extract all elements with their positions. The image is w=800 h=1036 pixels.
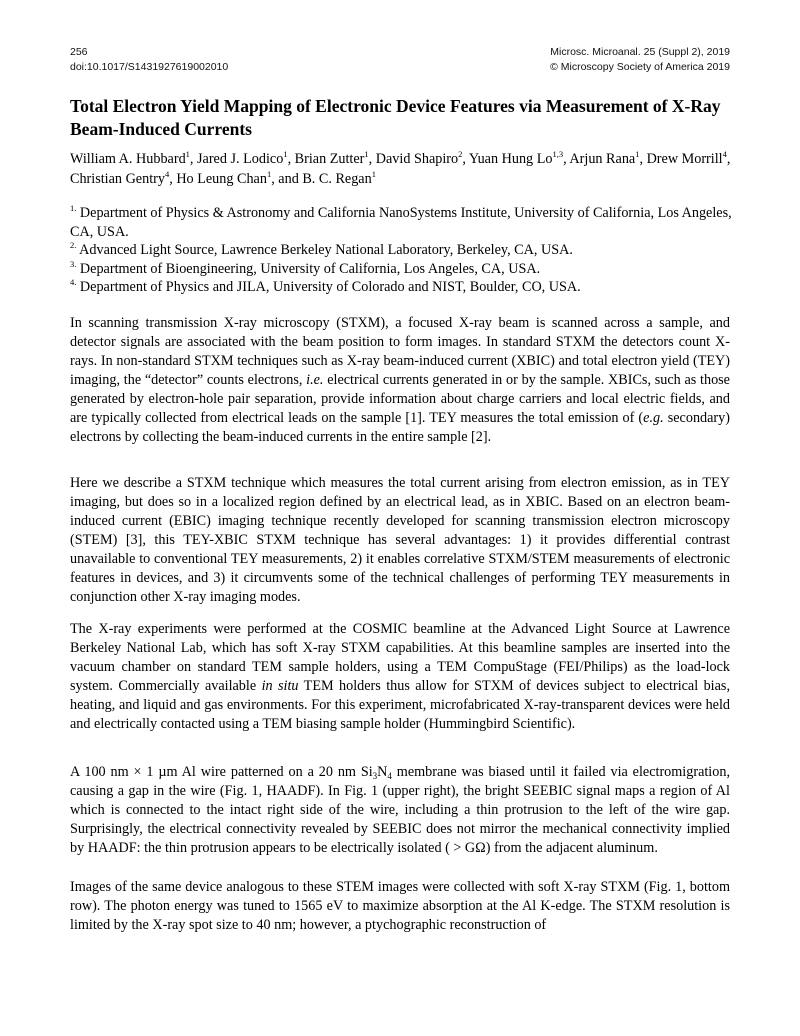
paper-title: Total Electron Yield Mapping of Electronic Device Features via Measurement of X-Ray Beam-Induced Currents: [70, 96, 721, 139]
affiliation-mark: 1: [364, 149, 369, 159]
journal-citation: Microsc. Microanal. 25 (Suppl 2), 2019: [550, 46, 730, 58]
author: David Shapiro$^2$: [375, 149, 463, 167]
affiliation-item: $^{1.}$ Department of Physics & Astronomy and California NanoSystems Institute, University of California, Los Angeles, CA, USA.: [70, 203, 732, 240]
affiliation-mark: 1: [283, 149, 288, 159]
affiliation-mark: 1: [371, 169, 376, 179]
paragraph-al-wire: A 100 nm × 1 µm Al wire patterned on a 20 nm $Si_3N_4$ membrane was biased until it failed via electromigration, causing a gap in the wire (Fig. 1, HAADF). In Fig. 1 (upper right), the bright SEEBIC signal maps a region of Al which is connected to the intact right side of the wire, including a thin protrusion to the left of the wire gap. Surprisingly, the electrical connectivity revealed by SEEBIC does not mirror the mechanical connectivity implied by HAADF: the thin protrusion appears to be electrically isolated ( > GΩ) from the adjacent aluminum.: [70, 764, 730, 856]
copyright-notice: © Microscopy Society of America 2019: [550, 61, 730, 73]
paragraph-intro: In scanning transmission X-ray microscopy (STXM), a focused X-ray beam is scanned across a sample, and detector signals are associated with the beam position to form images. In standard STXM the detectors count X-rays. In non-standard STXM techniques such as X-ray beam-induced current (XBIC) and total electron yield (TEY) imaging, the “detector” counts electrons, i.e. electrical currents generated in or by the sample. XBICs, such as those generated by electron-hole pair separation, provide information about charge carriers and local electric fields, and are typically collected from electrical leads on the sample [1]. TEY measures the total emission of (e.g. secondary) electrons by collecting the beam-induced currents in the entire sample [2].: [70, 315, 730, 445]
affiliation-mark: 1: [266, 169, 272, 179]
affiliation-mark: 1: [635, 149, 640, 159]
author: Ho Leung Chan$^1$: [176, 169, 272, 187]
author: Jared J. Lodico$^1$: [197, 149, 288, 167]
header-left: [70, 45, 228, 75]
paragraph-experiment: The X-ray experiments were performed at the COSMIC beamline at the Advanced Light Source at Lawrence Berkeley National Lab, which has soft X-ray STXM capabilities. At this beamline samples are inserted into the vacuum chamber on standard TEM sample holders, using a TEM CompuStage (FEI/Philips) as the load-lock system. Commercially available in situ TEM holders thus allow for STXM of devices subject to electrical bias, heating, and liquid and gas environments. For this experiment, microfabricated X-ray-transparent devices were held and electrically contacted using a TEM biasing sample holder (Hummingbird Scientific).: [70, 621, 730, 732]
affiliation-mark: 4: [722, 149, 727, 159]
affiliation-item: $^{2.}$ Advanced Light Source, Lawrence Berkeley National Laboratory, Berkeley, CA, USA.: [70, 240, 573, 258]
author: Arjun Rana$^1$: [569, 149, 640, 167]
author: Drew Morrill$^4$: [646, 149, 727, 167]
author: Brian Zutter$^1$: [294, 149, 369, 167]
affiliation-mark: 4: [164, 169, 170, 179]
author: Yuan Hung Lo$^{1,3}$: [468, 149, 564, 167]
affiliation-mark: 1: [185, 149, 190, 159]
affiliation-list: [70, 204, 735, 297]
paragraph-technique: Here we describe a STXM technique which measures the total current arising from electron emission, as in TEY imaging, but does so in a localized region defined by an electrical lead, as in XBIC. Based on an electron beam-induced current (EBIC) imaging technique recently developed for scanning transmission electron microscopy (STEM) [3], this TEY-XBIC STXM technique has several advantages: 1) it provides differential contrast unavailable to conventional TEY measurements, 2) it enables correlative STXM/STEM measurements of electronic features in devices, and 3) it circumvents some of the technical challenges of performing TEY measurements in conjunction other X-ray imaging modes.: [70, 475, 730, 605]
author-list: William A. Hubbard$^1$, Jared J. Lodico$^1$, Brian Zutter$^1$, David Shapiro$^2$, Yuan Hung Lo$^{1,3}$, Arjun Rana$^1$, Drew Morrill$^4$, Christian Gentry$^4$, Ho Leung Chan$^1$, and B. C. Regan$^1$: [70, 149, 731, 187]
header-right: [550, 45, 730, 75]
page-number: 256: [70, 46, 88, 58]
affiliation-item: $^{3.}$ Department of Bioengineering, University of California, Los Angeles, CA, USA.: [70, 258, 541, 277]
author: William A. Hubbard$^1$: [70, 149, 190, 167]
affiliation-mark: 2: [458, 149, 463, 159]
author: and B. C. Regan$^1$: [278, 169, 376, 187]
doi-link[interactable]: doi:10.1017/S1431927619002010: [70, 61, 229, 73]
affiliation-mark: 1,3: [552, 149, 564, 159]
author: Christian Gentry$^4$: [70, 169, 170, 187]
paragraph-stxm-images: Images of the same device analogous to these STEM images were collected with soft X-ray STXM (Fig. 1, bottom row). The photon energy was tuned to 1565 eV to maximize absorption at the Al K-edge. The STXM resolution is limited by the X-ray spot size to 40 nm; however, a ptychographic reconstruction of: [70, 879, 730, 933]
affiliation-item: $^{4.}$ Department of Physics and JILA, University of Colorado and NIST, Boulder, CO, USA.: [70, 277, 581, 295]
